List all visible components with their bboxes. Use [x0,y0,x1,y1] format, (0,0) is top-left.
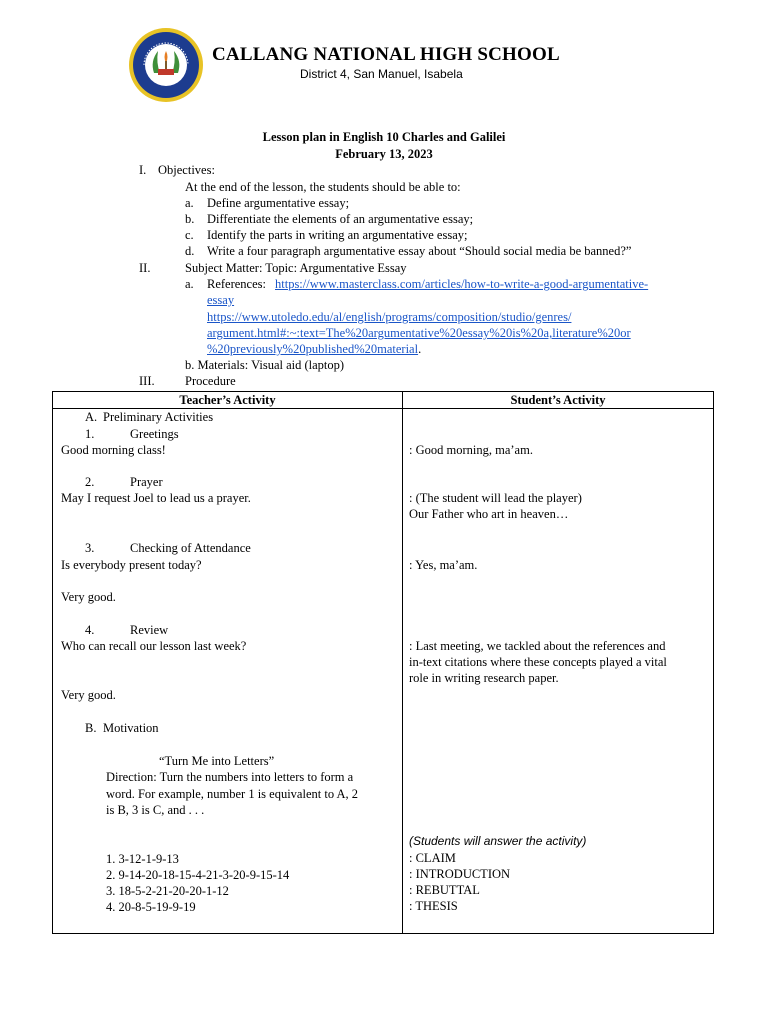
prayer-number: 2. [85,475,95,489]
student-review-response: : Last meeting, we tackled about the references and [409,639,666,653]
teacher-activity-header: Teacher’s Activity [53,392,403,409]
school-name: CALLANG NATIONAL HIGH SCHOOL [212,44,560,65]
puzzle-item: 3. 18-5-2-21-20-20-1-12 [106,884,229,898]
student-answer: : THESIS [409,899,458,913]
attendance-heading: Checking of Attendance [130,541,251,555]
objective-item: Define argumentative essay; [207,196,350,210]
lesson-title: Lesson plan in English 10 Charles and Galilei [262,130,506,144]
school-district: District 4, San Manuel, Isabela [300,67,463,81]
puzzle-item: 1. 3-12-1-9-13 [106,852,179,866]
student-activity-cell [403,409,713,933]
puzzle-item: 4. 20-8-5-19-9-19 [106,900,196,914]
objective-marker: b. [185,212,195,226]
student-answer: : REBUTTAL [409,883,480,897]
review-heading: Review [130,623,169,637]
section-b-label: B. [85,721,97,735]
activity-title: “Turn Me into Letters” [159,754,275,768]
student-review-response: in-text citations where these concepts played a vital [409,655,667,669]
student-review-response: role in writing research paper. [409,671,559,685]
objective-marker: a. [185,196,194,210]
student-attendance-response: : Yes, ma’am. [409,558,478,572]
student-answer: : INTRODUCTION [409,867,511,881]
objective-item: Write a four paragraph argumentative essay about “Should social media be banned?” [207,244,632,258]
lesson-date: February 13, 2023 [335,147,433,161]
greetings-number: 1. [85,427,95,441]
school-seal [128,27,204,103]
attendance-very-good: Very good. [61,590,116,604]
prayer-text: May I request Joel to lead us a prayer. [61,491,251,505]
section-a-title: Preliminary Activities [103,410,214,424]
reference-link-masterclass-cont[interactable]: essay [207,293,235,307]
section-a-label: A. [85,410,98,424]
objective-marker: c. [185,228,194,242]
subject-label: Subject Matter: Topic: Argumentative Essay [185,261,407,275]
attendance-number: 3. [85,541,95,555]
subject-numeral: II. [139,261,151,275]
puzzle-item: 2. 9-14-20-18-15-4-21-3-20-9-15-14 [106,868,290,882]
reference-link-masterclass[interactable]: https://www.masterclass.com/articles/how-to-write-a-good-argumentative- [275,277,649,291]
student-answer: : CLAIM [409,851,456,865]
objective-item: Differentiate the elements of an argumentative essay; [207,212,474,226]
review-number: 4. [85,623,95,637]
review-very-good: Very good. [61,688,116,702]
objective-item: Identify the parts in writing an argumentative essay; [207,228,468,242]
procedure-table [52,391,714,934]
reference-link-utoledo[interactable]: https://www.utoledo.edu/al/english/programs/composition/studio/genres/ [207,310,572,324]
reference-marker: a. [185,277,194,291]
procedure-label: Procedure [185,374,236,388]
prayer-heading: Prayer [130,475,163,489]
objectives-label: Objectives: [158,163,215,177]
student-prayer-line: Our Father who art in heaven… [409,507,569,521]
direction-line: word. For example, number 1 is equivalent to A, 2 [106,787,359,801]
greetings-heading: Greetings [130,427,179,441]
objective-marker: d. [185,244,195,258]
direction-line: Direction: Turn the numbers into letters to form a [106,770,354,784]
student-greeting-response: : Good morning, ma’am. [409,443,533,457]
attendance-text: Is everybody present today? [61,558,202,572]
objectives-intro: At the end of the lesson, the students should be able to: [185,180,461,194]
objectives-numeral: I. [139,163,147,177]
direction-line: is B, 3 is C, and . . . [106,803,205,817]
references-label: References: [207,277,266,291]
section-b-title: Motivation [103,721,159,735]
student-prayer-response: : (The student will lead the player) [409,491,582,505]
student-activity-note: (Students will answer the activity) [409,834,587,848]
procedure-numeral: III. [139,374,155,388]
review-text: Who can recall our lesson last week? [61,639,247,653]
reference-period: . [418,342,422,356]
greetings-text: Good morning class! [61,443,166,457]
materials-line: b. Materials: Visual aid (laptop) [185,358,345,372]
teacher-activity-cell [53,409,402,933]
student-activity-header: Student’s Activity [403,392,714,409]
reference-link-utoledo-cont[interactable]: argument.html#:~:text=The%20argumentative%20essay%20is%20a,literature%20or [207,326,631,340]
reference-link-utoledo-end[interactable]: %20previously%20published%20material [207,342,419,356]
